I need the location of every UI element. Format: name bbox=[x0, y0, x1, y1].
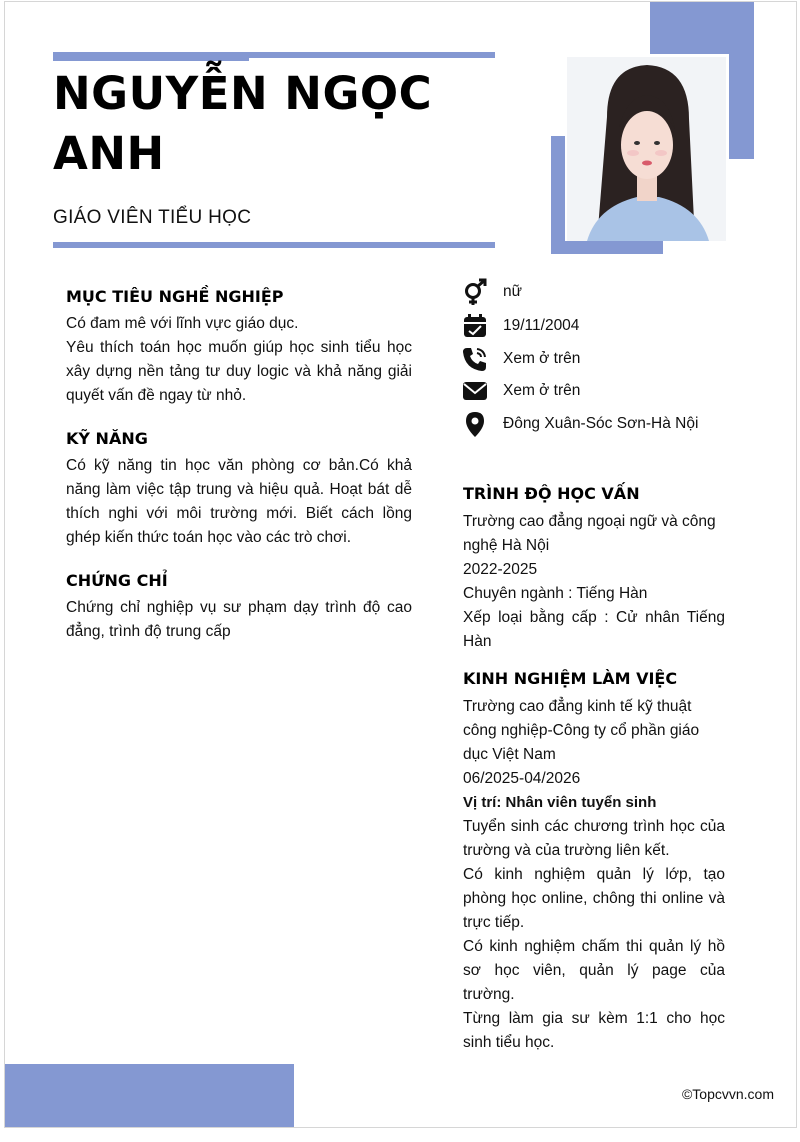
experience-title: KINH NGHIỆM LÀM VIỆC bbox=[463, 669, 678, 688]
objective-line1: Có đam mê với lĩnh vực giáo dục. bbox=[66, 315, 299, 332]
header-top-bar-thick bbox=[53, 52, 249, 61]
info-address bbox=[461, 410, 698, 438]
experience-position: Vị trí: Nhân viên tuyển sinh bbox=[463, 794, 657, 811]
photo-frame-right bbox=[729, 2, 754, 159]
experience-period: 06/2025-04/2026 bbox=[463, 770, 581, 787]
education-major: Chuyên ngành : Tiếng Hàn bbox=[463, 585, 648, 602]
phone-value: Xem ở trên bbox=[503, 350, 581, 367]
photo-frame-left bbox=[551, 136, 565, 254]
skills-title: KỸ NĂNG bbox=[66, 429, 148, 448]
info-phone bbox=[461, 345, 580, 373]
experience-duty-2: Có kinh nghiệm quản lý lớp, tạo phòng học online, chông thi online và trực tiếp. bbox=[463, 866, 725, 931]
experience-duty-4: Từng làm gia sư kèm 1:1 cho học sinh tiểu học. bbox=[463, 1010, 725, 1051]
cv-page bbox=[4, 1, 797, 1128]
birthdate-value: 19/11/2004 bbox=[503, 317, 580, 334]
experience-company: Trường cao đẳng kinh tế kỹ thuật công nghiệp-Công ty cổ phần giáo dục Việt Nam bbox=[463, 698, 700, 763]
gender-icon bbox=[461, 278, 489, 306]
calendar-icon bbox=[461, 312, 489, 340]
location-icon bbox=[461, 410, 489, 438]
info-email bbox=[461, 377, 580, 405]
header-bottom-bar bbox=[53, 242, 495, 248]
education-period: 2022-2025 bbox=[463, 561, 538, 578]
gender-value: nữ bbox=[503, 283, 522, 300]
education-degree: Xếp loại bằng cấp : Cử nhân Tiếng Hàn bbox=[463, 609, 725, 650]
email-value: Xem ở trên bbox=[503, 382, 581, 399]
mail-icon bbox=[461, 377, 489, 405]
certificates-text: Chứng chỉ nghiệp vụ sư phạm dạy trình độ cao đẳng, trình độ trung cấp bbox=[66, 599, 412, 640]
info-gender bbox=[461, 278, 522, 306]
objective-title: MỤC TIÊU NGHỀ NGHIỆP bbox=[66, 287, 284, 306]
profile-photo bbox=[567, 57, 726, 241]
experience-duty-3: Có kinh nghiệm chấm thi quản lý hồ sơ học viên, quản lý page của trường. bbox=[463, 938, 725, 1003]
certificates-title: CHỨNG CHỈ bbox=[66, 571, 168, 590]
candidate-name: NGUYỄN NGỌC ANH bbox=[53, 67, 433, 180]
address-value: Đông Xuân-Sóc Sơn-Hà Nội bbox=[503, 415, 699, 432]
education-title: TRÌNH ĐỘ HỌC VẤN bbox=[463, 484, 640, 503]
objective-line2: Yêu thích toán học muốn giúp học sinh tiểu học xây dựng nền tảng tư duy logic và khả năng giải quyết vấn đề ngay từ nhỏ. bbox=[66, 339, 412, 404]
experience-duty-1: Tuyển sinh các chương trình học của trường và của trường liên kết. bbox=[463, 818, 725, 859]
education-school: Trường cao đẳng ngoại ngữ và công nghệ Hà Nội bbox=[463, 513, 716, 554]
job-title: GIÁO VIÊN TIỂU HỌC bbox=[53, 207, 252, 228]
copyright-text: ©Topcvvn.com bbox=[681, 1086, 774, 1102]
footer-bar bbox=[5, 1064, 294, 1127]
info-birthdate bbox=[461, 312, 579, 340]
phone-icon bbox=[461, 345, 489, 373]
skills-text: Có kỹ năng tin học văn phòng cơ bản.Có khả năng làm việc tập trung và hiệu quả. Hoạt bát dễ thích nghi với môi trường mới. Biết cách lồng ghép kiến thức toán học vào các trò chơi. bbox=[66, 457, 412, 546]
photo-frame-bottom bbox=[551, 241, 663, 254]
